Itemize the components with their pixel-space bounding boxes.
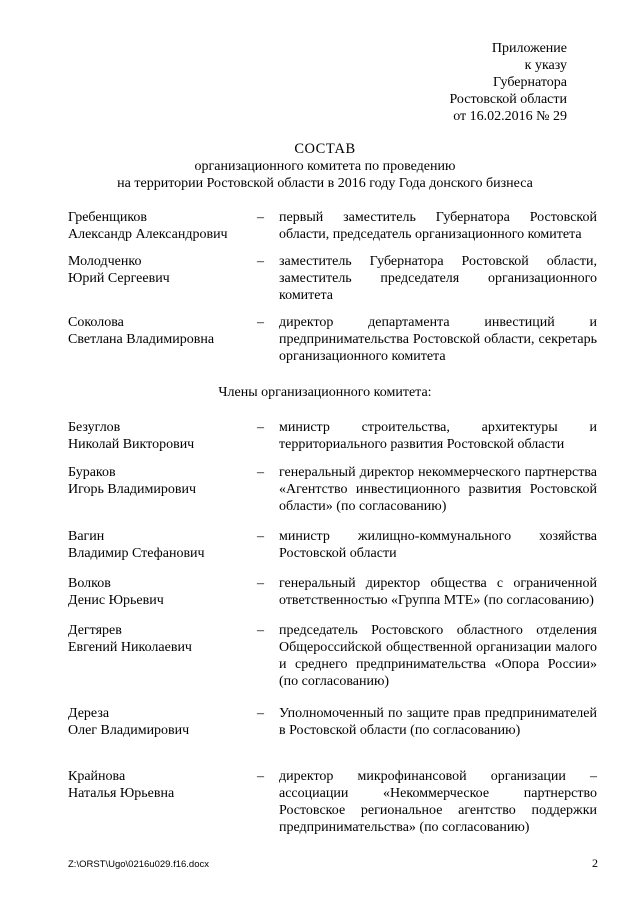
person-given-names: Денис Юрьевич — [68, 593, 164, 608]
appendix-header — [367, 40, 567, 125]
person-surname: Бураков — [68, 465, 116, 480]
separator-dash: – — [257, 254, 264, 269]
person-name — [68, 575, 253, 609]
person-surname: Дереза — [68, 706, 110, 721]
committee-entry — [68, 705, 598, 765]
footer-file-path: Z:\ORST\Ugo\0216u029.f16.docx — [68, 859, 209, 870]
document-subtitle-line: на территории Ростовской области в 2016 году Года донского бизнеса — [117, 176, 533, 191]
person-surname: Крайнова — [68, 769, 126, 784]
person-surname: Соколова — [68, 315, 124, 330]
appendix-line: к указу — [524, 58, 567, 73]
members-heading: Члены организационного комитета: — [218, 385, 432, 400]
person-given-names: Николай Викторович — [68, 437, 195, 452]
person-surname: Молодченко — [68, 254, 142, 269]
person-surname: Волков — [68, 576, 111, 591]
separator-dash: – — [257, 465, 264, 480]
person-position: генеральный директор некоммерческого партнерства «Агентство инвестиционного развития Ростовской области» (по согласованию) — [279, 465, 597, 514]
committee-entry — [68, 622, 598, 689]
person-name — [68, 768, 253, 802]
separator-dash: – — [257, 210, 264, 225]
appendix-line: Губернатора — [492, 75, 567, 90]
person-given-names: Олег Владимирович — [68, 723, 190, 738]
person-name — [68, 705, 253, 739]
person-name — [68, 622, 253, 656]
document-title-block — [60, 141, 590, 192]
person-position: генеральный директор общества с ограниченной ответственностью «Группа МТЕ» (по согласованию) — [279, 576, 597, 608]
separator-dash: – — [257, 623, 264, 638]
appendix-line: Ростовской области — [449, 92, 567, 107]
person-given-names: Юрий Сергеевич — [68, 271, 170, 286]
document-subtitle-line: организационного комитета по проведению — [194, 159, 456, 174]
person-given-names: Владимир Стефанович — [68, 546, 205, 561]
person-name — [68, 419, 253, 453]
separator-dash: – — [257, 769, 264, 784]
person-given-names: Александр Александрович — [68, 227, 228, 242]
committee-entry — [68, 464, 598, 524]
person-position: директор микрофинансовой организации – ассоциации «Некоммерческое партнерство Ростовское региональное агентство поддержки предпринимательства» (по согласованию) — [279, 769, 597, 835]
person-given-names: Наталья Юрьевна — [68, 786, 175, 801]
separator-dash: – — [257, 529, 264, 544]
separator-dash: – — [257, 420, 264, 435]
person-position: директор департамента инвестиций и предпринимательства Ростовской области, секретарь организационного комитета — [279, 315, 597, 364]
appendix-line: от 16.02.2016 № 29 — [453, 109, 567, 124]
committee-entry — [68, 768, 598, 835]
person-surname: Гребенщиков — [68, 210, 148, 225]
person-position: министр жилищно-коммунального хозяйства Ростовской области — [279, 529, 597, 561]
person-position: первый заместитель Губернатора Ростовской области, председатель организационного комитета — [279, 210, 597, 242]
person-name — [68, 314, 253, 348]
committee-entry — [68, 314, 598, 374]
person-position: министр строительства, архитектуры и территориального развития Ростовской области — [279, 420, 597, 452]
person-surname: Безуглов — [68, 420, 121, 435]
person-name — [68, 209, 253, 243]
page-number: 2 — [592, 856, 598, 870]
committee-entry — [68, 253, 598, 313]
person-position: председатель Ростовского областного отделения Общероссийской общественной организации малого и среднего предпринимательства «Опора России» (по согласованию) — [279, 623, 597, 689]
person-name — [68, 253, 253, 287]
person-given-names: Игорь Владимирович — [68, 482, 197, 497]
person-name — [68, 528, 253, 562]
person-given-names: Евгений Николаевич — [68, 640, 192, 655]
separator-dash: – — [257, 315, 264, 330]
person-surname: Дегтярев — [68, 623, 122, 638]
separator-dash: – — [257, 706, 264, 721]
person-position: Уполномоченный по защите прав предпринимателей в Ростовской области (по согласованию) — [279, 706, 597, 738]
person-name — [68, 464, 253, 498]
appendix-line: Приложение — [491, 41, 567, 56]
person-given-names: Светлана Владимировна — [68, 332, 215, 347]
person-position: заместитель Губернатора Ростовской области, заместитель председателя организационного комитета — [279, 254, 597, 303]
document-title: СОСТАВ — [294, 141, 356, 157]
person-surname: Вагин — [68, 529, 105, 544]
separator-dash: – — [257, 576, 264, 591]
